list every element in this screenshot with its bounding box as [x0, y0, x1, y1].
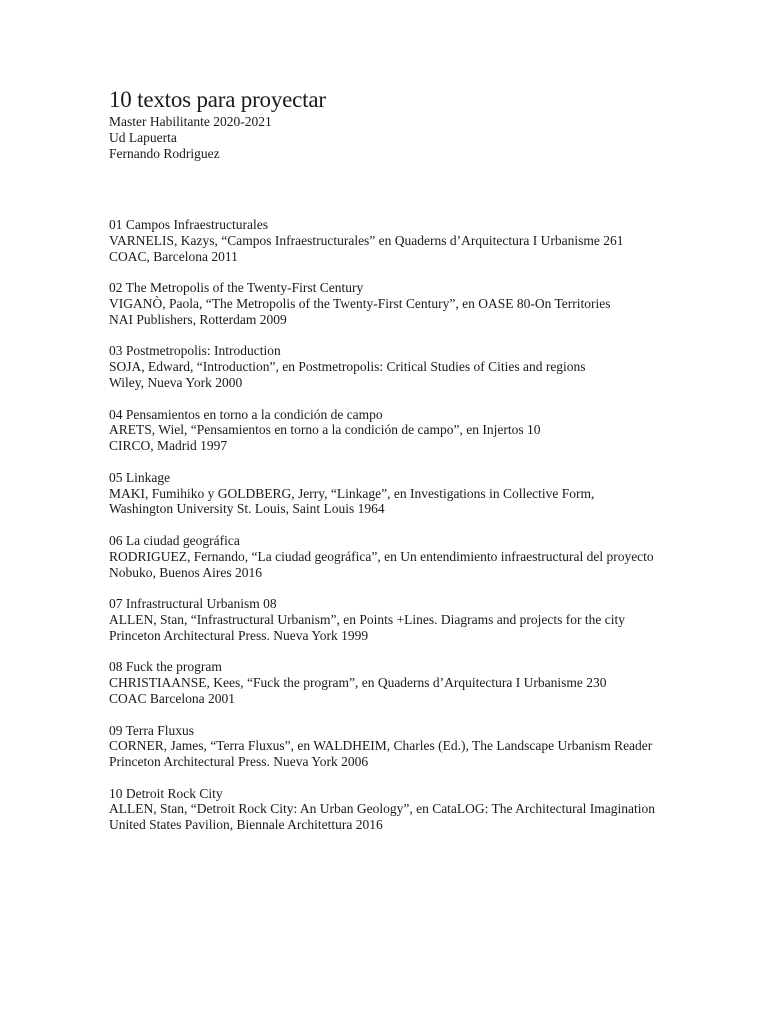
entry-heading: 10 Detroit Rock City [109, 785, 223, 801]
entry-citation: MAKI, Fumihiko y GOLDBERG, Jerry, “Linkage”, en Investigations in Collective Form, [109, 485, 595, 501]
entry-publisher: Washington University St. Louis, Saint Louis 1964 [109, 501, 385, 517]
reading-entry-05 [109, 470, 669, 517]
document-page [109, 86, 669, 849]
entry-heading: 01 Campos Infraestructurales [109, 217, 268, 232]
entry-publisher: NAI Publishers, Rotterdam 2009 [109, 311, 287, 327]
reading-entry-09 [109, 723, 669, 770]
entry-citation: VARNELIS, Kazys, “Campos Infraestructurales” en Quaderns d’Arquitectura I Urbanisme 261 [109, 232, 624, 248]
entry-publisher: COAC, Barcelona 2011 [109, 248, 238, 264]
reading-entry-01 [109, 217, 669, 264]
entry-citation: SOJA, Edward, “Introduction”, en Postmetropolis: Critical Studies of Cities and regions [109, 359, 586, 375]
entry-citation: CHRISTIAANSE, Kees, “Fuck the program”, en Quaderns d’Arquitectura I Urbanisme 230 [109, 675, 607, 691]
entry-publisher: United States Pavilion, Biennale Architettura 2016 [109, 817, 383, 833]
reading-entry-02 [109, 280, 669, 327]
reading-entry-10 [109, 786, 669, 833]
entry-citation: VIGANÒ, Paola, “The Metropolis of the Twenty-First Century”, en OASE 80-On Territories [109, 295, 611, 311]
entry-publisher: Princeton Architectural Press. Nueva York 2006 [109, 754, 369, 770]
reading-list [109, 217, 669, 833]
reading-entry-04 [109, 407, 669, 454]
document-unit: Ud Lapuerta [109, 130, 177, 145]
entry-publisher: COAC Barcelona 2001 [109, 690, 235, 706]
entry-citation: ALLEN, Stan, “Detroit Rock City: An Urban Geology”, en CataLOG: The Architectural Imagination [109, 801, 655, 817]
entry-citation: ALLEN, Stan, “Infrastructural Urbanism”, en Points +Lines. Diagrams and projects for the city [109, 611, 625, 627]
entry-publisher: Princeton Architectural Press. Nueva York 1999 [109, 627, 369, 643]
reading-entry-08 [109, 659, 669, 706]
entry-publisher: Wiley, Nueva York 2000 [109, 374, 243, 390]
entry-publisher: CIRCO, Madrid 1997 [109, 438, 228, 454]
entry-heading: 04 Pensamientos en torno a la condición de campo [109, 406, 383, 422]
entry-citation: CORNER, James, “Terra Fluxus”, en WALDHEIM, Charles (Ed.), The Landscape Urbanism Reader [109, 738, 653, 754]
entry-heading: 02 The Metropolis of the Twenty-First Century [109, 280, 364, 296]
entry-publisher: Nobuko, Buenos Aires 2016 [109, 564, 262, 580]
entry-heading: 09 Terra Fluxus [109, 722, 195, 738]
entry-heading: 08 Fuck the program [109, 659, 222, 675]
entry-heading: 03 Postmetropolis: Introduction [109, 343, 281, 359]
entry-citation: RODRIGUEZ, Fernando, “La ciudad geográfica”, en Un entendimiento infraestructural del proyecto [109, 548, 654, 564]
document-author: Fernando Rodriguez [109, 146, 220, 161]
entry-heading: 07 Infrastructural Urbanism 08 [109, 596, 277, 612]
entry-heading: 05 Linkage [109, 469, 171, 485]
document-title: 10 textos para proyectar [109, 87, 326, 112]
entry-heading: 06 La ciudad geográfica [109, 532, 240, 548]
reading-entry-06 [109, 533, 669, 580]
entry-citation: ARETS, Wiel, “Pensamientos en torno a la condición de campo”, en Injertos 10 [109, 422, 541, 438]
reading-entry-07 [109, 596, 669, 643]
document-subtitle: Master Habilitante 2020-2021 [109, 114, 272, 129]
reading-entry-03 [109, 343, 669, 390]
